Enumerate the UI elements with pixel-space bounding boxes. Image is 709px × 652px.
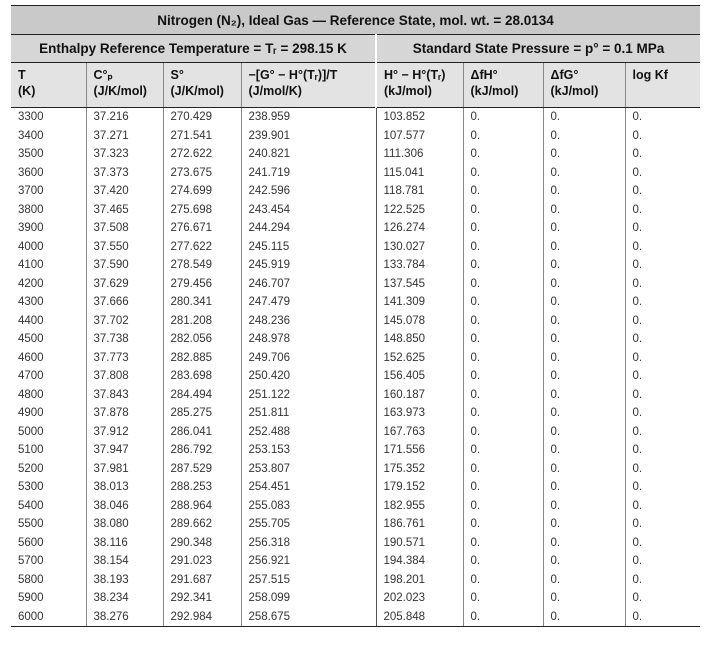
cell-heat-capacity: 37.702	[86, 312, 163, 331]
cell-entropy: 288.964	[163, 497, 241, 516]
cell-log-kf: 0.	[632, 536, 643, 549]
cell-entropy: 275.698	[163, 201, 241, 220]
cell-entropy: 273.675	[163, 164, 241, 183]
cell-enthalpy-increment: 175.352	[376, 460, 463, 479]
cell-heat-capacity: 37.550	[86, 238, 163, 257]
table-row	[11, 219, 700, 238]
cell-enthalpy-increment: 118.781	[376, 182, 463, 201]
cell-heat-capacity: 37.271	[86, 127, 163, 146]
cell-temperature: 4900	[11, 404, 86, 423]
cell-gibbs-formation: 0.	[543, 589, 625, 608]
cell-enthalpy-increment: 167.763	[376, 423, 463, 442]
column-header-temperature	[11, 63, 86, 108]
nitrogen-thermo-table	[11, 5, 700, 627]
table-row	[11, 497, 700, 516]
cell-heat-capacity: 37.912	[86, 423, 163, 442]
column-unit: (kJ/mol)	[384, 84, 432, 98]
cell-enthalpy-formation: 0.	[463, 386, 543, 405]
table-row	[11, 164, 700, 183]
column-symbol: log Kf	[632, 68, 668, 82]
cell-gibbs-formation: 0.	[543, 256, 625, 275]
cell-gibbs-formation: 0.	[543, 478, 625, 497]
cell-gibbs-formation: 0.	[543, 608, 625, 627]
cell-gibbs-function: 247.479	[241, 293, 376, 312]
cell-temperature: 5800	[11, 571, 86, 590]
cell-gibbs-function: 254.451	[241, 478, 376, 497]
cell-entropy: 277.622	[163, 238, 241, 257]
cell-enthalpy-increment: 141.309	[376, 293, 463, 312]
table-row	[11, 145, 700, 164]
cell-gibbs-function: 246.707	[241, 275, 376, 294]
table-row	[11, 108, 700, 127]
cell-heat-capacity: 38.234	[86, 589, 163, 608]
cell-heat-capacity: 37.629	[86, 275, 163, 294]
cell-log-kf: 0.	[632, 425, 643, 438]
cell-temperature: 3400	[11, 127, 86, 146]
cell-enthalpy-formation: 0.	[463, 182, 543, 201]
cell-gibbs-formation: 0.	[543, 127, 625, 146]
column-symbol: ΔfG°	[550, 68, 579, 82]
cell-gibbs-function: 244.294	[241, 219, 376, 238]
cell-entropy: 278.549	[163, 256, 241, 275]
cell-gibbs-formation: 0.	[543, 312, 625, 331]
cell-gibbs-function: 255.083	[241, 497, 376, 516]
table-row	[11, 256, 700, 275]
cell-temperature: 3600	[11, 164, 86, 183]
cell-log-kf: 0.	[625, 608, 700, 627]
column-header-row	[11, 63, 700, 108]
cell-heat-capacity: 37.981	[86, 460, 163, 479]
cell-enthalpy-formation: 0.	[463, 127, 543, 146]
cell-entropy: 291.687	[163, 571, 241, 590]
cell-log-kf: 0.	[632, 499, 643, 512]
cell-heat-capacity: 37.420	[86, 182, 163, 201]
cell-enthalpy-formation: 0.	[463, 312, 543, 331]
cell-enthalpy-increment: 145.078	[376, 312, 463, 331]
cell-enthalpy-formation: 0.	[463, 164, 543, 183]
table-row	[11, 460, 700, 479]
cell-heat-capacity: 37.216	[86, 108, 163, 127]
column-unit: (J/K/mol)	[93, 84, 147, 98]
table-row	[11, 330, 700, 349]
table-row	[11, 127, 700, 146]
cell-gibbs-formation: 0.	[543, 423, 625, 442]
cell-gibbs-function: 250.420	[241, 367, 376, 386]
cell-enthalpy-formation: 0.	[463, 108, 543, 127]
cell-log-kf: 0.	[632, 518, 643, 531]
cell-gibbs-function: 240.821	[241, 145, 376, 164]
cell-gibbs-function: 243.454	[241, 201, 376, 220]
standard-pressure-header: Standard State Pressure = p° = 0.1 MPa	[376, 35, 700, 63]
cell-gibbs-function: 251.811	[241, 404, 376, 423]
table-row	[11, 349, 700, 368]
cell-temperature: 5400	[11, 497, 86, 516]
cell-gibbs-formation: 0.	[543, 552, 625, 571]
cell-gibbs-formation: 0.	[543, 275, 625, 294]
column-header-heat-capacity	[86, 63, 163, 108]
cell-heat-capacity: 38.080	[86, 515, 163, 534]
cell-enthalpy-increment: 182.955	[376, 497, 463, 516]
cell-enthalpy-formation: 0.	[463, 497, 543, 516]
cell-gibbs-function: 245.115	[241, 238, 376, 257]
column-header-entropy	[163, 63, 241, 108]
cell-log-kf: 0.	[632, 444, 643, 457]
cell-gibbs-formation: 0.	[543, 497, 625, 516]
cell-gibbs-function: 257.515	[241, 571, 376, 590]
cell-enthalpy-increment: 133.784	[376, 256, 463, 275]
cell-entropy: 281.208	[163, 312, 241, 331]
table-row	[11, 293, 700, 312]
table-row	[11, 515, 700, 534]
cell-gibbs-formation: 0.	[543, 164, 625, 183]
column-unit: (J/K/mol)	[170, 84, 224, 98]
cell-log-kf: 0.	[632, 166, 643, 179]
table-row	[11, 238, 700, 257]
cell-temperature: 3700	[11, 182, 86, 201]
cell-heat-capacity: 37.666	[86, 293, 163, 312]
cell-enthalpy-formation: 0.	[463, 404, 543, 423]
cell-log-kf: 0.	[632, 296, 643, 309]
cell-entropy: 280.341	[163, 293, 241, 312]
table-row	[11, 423, 700, 442]
cell-enthalpy-increment: 163.973	[376, 404, 463, 423]
cell-entropy: 270.429	[163, 108, 241, 127]
cell-gibbs-function: 253.807	[241, 460, 376, 479]
cell-heat-capacity: 37.590	[86, 256, 163, 275]
cell-enthalpy-formation: 0.	[463, 367, 543, 386]
cell-temperature: 4700	[11, 367, 86, 386]
cell-temperature: 5300	[11, 478, 86, 497]
table-row	[11, 589, 700, 608]
cell-gibbs-formation: 0.	[543, 571, 625, 590]
cell-heat-capacity: 37.808	[86, 367, 163, 386]
cell-log-kf: 0.	[632, 370, 643, 383]
cell-temperature: 4400	[11, 312, 86, 331]
table-row	[11, 608, 700, 627]
cell-temperature: 4300	[11, 293, 86, 312]
cell-enthalpy-formation: 0.	[463, 534, 543, 553]
cell-entropy: 274.699	[163, 182, 241, 201]
cell-enthalpy-increment: 152.625	[376, 349, 463, 368]
cell-gibbs-function: 249.706	[241, 349, 376, 368]
cell-entropy: 285.275	[163, 404, 241, 423]
cell-enthalpy-formation: 0.	[463, 552, 543, 571]
table-row	[11, 478, 700, 497]
cell-log-kf: 0.	[632, 222, 643, 235]
cell-temperature: 5100	[11, 441, 86, 460]
column-symbol: ΔfH°	[470, 68, 498, 82]
cell-heat-capacity: 37.465	[86, 201, 163, 220]
cell-entropy: 291.023	[163, 552, 241, 571]
cell-entropy: 282.885	[163, 349, 241, 368]
cell-entropy: 290.348	[163, 534, 241, 553]
cell-log-kf: 0.	[632, 314, 643, 327]
column-header-enthalpy-increment	[376, 63, 463, 108]
cell-log-kf: 0.	[632, 462, 643, 475]
cell-enthalpy-increment: 111.306	[376, 145, 463, 164]
table-row	[11, 404, 700, 423]
cell-heat-capacity: 38.193	[86, 571, 163, 590]
column-header-enthalpy-formation	[463, 63, 543, 108]
cell-log-kf: 0.	[632, 185, 643, 198]
cell-gibbs-function: 238.959	[241, 108, 376, 127]
cell-temperature: 4500	[11, 330, 86, 349]
column-symbol: −[G° − H°(Tᵣ)]/T	[248, 68, 338, 82]
cell-log-kf: 0.	[632, 407, 643, 420]
cell-log-kf: 0.	[632, 481, 643, 494]
table-row	[11, 201, 700, 220]
cell-enthalpy-formation: 0.	[463, 423, 543, 442]
cell-gibbs-formation: 0.	[543, 534, 625, 553]
table-row	[11, 367, 700, 386]
cell-entropy: 292.984	[163, 608, 241, 627]
cell-gibbs-formation: 0.	[543, 108, 625, 127]
column-unit: (K)	[18, 84, 36, 98]
cell-gibbs-function: 258.675	[241, 608, 376, 627]
cell-enthalpy-formation: 0.	[463, 349, 543, 368]
cell-heat-capacity: 37.878	[86, 404, 163, 423]
cell-enthalpy-formation: 0.	[463, 460, 543, 479]
cell-entropy: 286.041	[163, 423, 241, 442]
cell-gibbs-formation: 0.	[543, 460, 625, 479]
cell-enthalpy-formation: 0.	[463, 219, 543, 238]
cell-temperature: 6000	[11, 608, 86, 627]
cell-gibbs-formation: 0.	[543, 386, 625, 405]
cell-enthalpy-formation: 0.	[463, 608, 543, 627]
cell-enthalpy-increment: 137.545	[376, 275, 463, 294]
cell-entropy: 276.671	[163, 219, 241, 238]
cell-enthalpy-increment: 198.201	[376, 571, 463, 590]
cell-log-kf: 0.	[632, 277, 643, 290]
cell-gibbs-formation: 0.	[543, 404, 625, 423]
cell-temperature: 4100	[11, 256, 86, 275]
cell-enthalpy-formation: 0.	[463, 275, 543, 294]
cell-heat-capacity: 37.738	[86, 330, 163, 349]
cell-gibbs-formation: 0.	[543, 330, 625, 349]
cell-enthalpy-increment: 115.041	[376, 164, 463, 183]
cell-log-kf: 0.	[632, 573, 643, 586]
cell-log-kf: 0.	[632, 259, 643, 272]
column-header-gibbs-function	[241, 63, 376, 108]
cell-gibbs-function: 255.705	[241, 515, 376, 534]
column-unit: (kJ/mol)	[470, 84, 519, 98]
cell-temperature: 4800	[11, 386, 86, 405]
cell-log-kf: 0.	[632, 555, 643, 568]
cell-enthalpy-increment: 194.384	[376, 552, 463, 571]
table-title: Nitrogen (N₂), Ideal Gas — Reference State, mol. wt. = 28.0134	[11, 6, 700, 35]
cell-heat-capacity: 37.773	[86, 349, 163, 368]
cell-temperature: 3500	[11, 145, 86, 164]
table-row	[11, 534, 700, 553]
cell-temperature: 5700	[11, 552, 86, 571]
table-row	[11, 386, 700, 405]
cell-entropy: 289.662	[163, 515, 241, 534]
cell-heat-capacity: 38.276	[86, 608, 163, 627]
table-row	[11, 275, 700, 294]
cell-enthalpy-formation: 0.	[463, 201, 543, 220]
cell-gibbs-function: 242.596	[241, 182, 376, 201]
column-symbol: S°	[170, 68, 184, 82]
table-row	[11, 312, 700, 331]
cell-heat-capacity: 38.013	[86, 478, 163, 497]
cell-enthalpy-formation: 0.	[463, 571, 543, 590]
cell-temperature: 5600	[11, 534, 86, 553]
cell-log-kf: 0.	[632, 203, 643, 216]
cell-heat-capacity: 38.116	[86, 534, 163, 553]
cell-enthalpy-increment: 186.761	[376, 515, 463, 534]
column-unit: (kJ/mol)	[550, 84, 599, 98]
thermo-table-container	[11, 5, 700, 627]
cell-enthalpy-formation: 0.	[463, 330, 543, 349]
cell-entropy: 271.541	[163, 127, 241, 146]
cell-temperature: 4200	[11, 275, 86, 294]
cell-enthalpy-increment: 148.850	[376, 330, 463, 349]
cell-temperature: 3300	[11, 108, 86, 127]
cell-log-kf: 0.	[632, 148, 643, 161]
cell-heat-capacity: 37.323	[86, 145, 163, 164]
column-symbol: H° − H°(Tᵣ)	[384, 68, 446, 82]
column-symbol: T	[18, 68, 26, 82]
cell-gibbs-function: 248.236	[241, 312, 376, 331]
cell-gibbs-formation: 0.	[543, 219, 625, 238]
cell-gibbs-function: 241.719	[241, 164, 376, 183]
cell-log-kf: 0.	[632, 351, 643, 364]
cell-gibbs-formation: 0.	[543, 201, 625, 220]
table-row	[11, 552, 700, 571]
cell-enthalpy-increment: 130.027	[376, 238, 463, 257]
cell-enthalpy-increment: 179.152	[376, 478, 463, 497]
cell-temperature: 5200	[11, 460, 86, 479]
cell-heat-capacity: 37.843	[86, 386, 163, 405]
cell-log-kf: 0.	[632, 333, 643, 346]
column-symbol: C°ₚ	[93, 68, 113, 82]
cell-temperature: 4600	[11, 349, 86, 368]
cell-gibbs-formation: 0.	[543, 515, 625, 534]
cell-entropy: 288.253	[163, 478, 241, 497]
column-header-gibbs-formation	[543, 63, 625, 108]
cell-log-kf: 0.	[632, 240, 643, 253]
cell-heat-capacity: 38.046	[86, 497, 163, 516]
cell-heat-capacity: 37.947	[86, 441, 163, 460]
cell-entropy: 282.056	[163, 330, 241, 349]
cell-gibbs-formation: 0.	[543, 441, 625, 460]
cell-gibbs-function: 256.921	[241, 552, 376, 571]
cell-enthalpy-formation: 0.	[463, 293, 543, 312]
cell-log-kf: 0.	[632, 592, 643, 605]
cell-enthalpy-increment: 103.852	[376, 108, 463, 127]
cell-entropy: 272.622	[163, 145, 241, 164]
cell-log-kf: 0.	[632, 111, 643, 124]
cell-enthalpy-increment: 126.274	[376, 219, 463, 238]
enthalpy-reference-header: Enthalpy Reference Temperature = Tᵣ = 298.15 K	[11, 35, 376, 63]
cell-gibbs-function: 252.488	[241, 423, 376, 442]
column-header-log-kf	[625, 63, 700, 108]
cell-gibbs-formation: 0.	[543, 238, 625, 257]
cell-temperature: 3900	[11, 219, 86, 238]
cell-gibbs-function: 245.919	[241, 256, 376, 275]
cell-temperature: 5000	[11, 423, 86, 442]
cell-heat-capacity: 37.508	[86, 219, 163, 238]
cell-temperature: 5900	[11, 589, 86, 608]
cell-temperature: 4000	[11, 238, 86, 257]
table-row	[11, 571, 700, 590]
cell-enthalpy-increment: 107.577	[376, 127, 463, 146]
table-body	[11, 108, 700, 627]
cell-enthalpy-formation: 0.	[463, 441, 543, 460]
cell-gibbs-function: 251.122	[241, 386, 376, 405]
cell-gibbs-formation: 0.	[543, 349, 625, 368]
table-row	[11, 441, 700, 460]
cell-enthalpy-formation: 0.	[463, 256, 543, 275]
cell-enthalpy-increment: 190.571	[376, 534, 463, 553]
cell-gibbs-formation: 0.	[543, 367, 625, 386]
cell-gibbs-function: 256.318	[241, 534, 376, 553]
cell-heat-capacity: 37.373	[86, 164, 163, 183]
cell-gibbs-formation: 0.	[543, 145, 625, 164]
cell-enthalpy-increment: 171.556	[376, 441, 463, 460]
cell-enthalpy-formation: 0.	[463, 145, 543, 164]
cell-enthalpy-increment: 205.848	[376, 608, 463, 627]
cell-gibbs-function: 258.099	[241, 589, 376, 608]
cell-entropy: 279.456	[163, 275, 241, 294]
cell-entropy: 283.698	[163, 367, 241, 386]
cell-enthalpy-increment: 122.525	[376, 201, 463, 220]
cell-enthalpy-formation: 0.	[463, 589, 543, 608]
cell-temperature: 3800	[11, 201, 86, 220]
cell-gibbs-formation: 0.	[543, 182, 625, 201]
cell-gibbs-function: 239.901	[241, 127, 376, 146]
cell-enthalpy-increment: 156.405	[376, 367, 463, 386]
cell-entropy: 287.529	[163, 460, 241, 479]
cell-enthalpy-formation: 0.	[463, 238, 543, 257]
cell-gibbs-function: 248.978	[241, 330, 376, 349]
cell-log-kf: 0.	[632, 388, 643, 401]
cell-gibbs-function: 253.153	[241, 441, 376, 460]
cell-temperature: 5500	[11, 515, 86, 534]
cell-entropy: 292.341	[163, 589, 241, 608]
cell-enthalpy-increment: 160.187	[376, 386, 463, 405]
column-unit: (J/mol/K)	[248, 84, 302, 98]
table-row	[11, 182, 700, 201]
cell-enthalpy-increment: 202.023	[376, 589, 463, 608]
cell-entropy: 284.494	[163, 386, 241, 405]
cell-log-kf: 0.	[632, 129, 643, 142]
cell-enthalpy-formation: 0.	[463, 478, 543, 497]
cell-entropy: 286.792	[163, 441, 241, 460]
cell-gibbs-formation: 0.	[543, 293, 625, 312]
cell-heat-capacity: 38.154	[86, 552, 163, 571]
cell-enthalpy-formation: 0.	[463, 515, 543, 534]
